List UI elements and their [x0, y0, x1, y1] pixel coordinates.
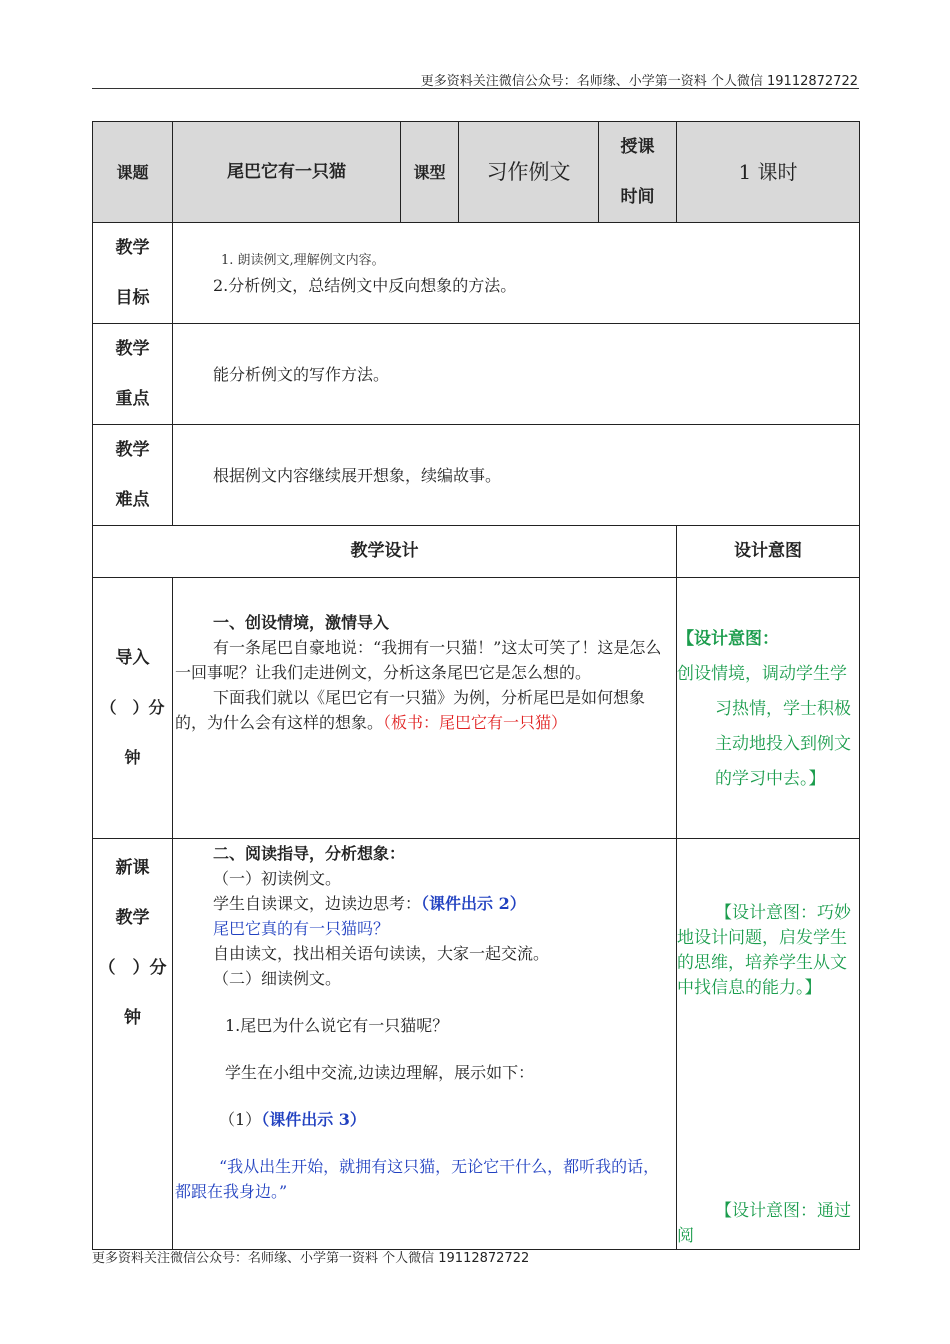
topic-value: 尾巴它有一只猫 [173, 122, 401, 223]
new-lesson-label-line-2: 教学 [115, 908, 150, 928]
new-lesson-line-1 [175, 891, 674, 916]
header-rule [92, 88, 859, 89]
difficulties-content: 根据例文内容继续展开想象，续编故事。 [173, 425, 860, 526]
new-lesson-question-3-main: （1） [219, 1110, 262, 1129]
new-lesson-label-line-1: 新课 [115, 858, 150, 878]
new-lesson-line-2: 尾巴它真的有一只猫吗？ [213, 919, 390, 938]
new-lesson-quote: “我从出生开始，就拥有这只猫，无论它干什么，都听我的话，都跟在我身边。” [175, 1157, 660, 1201]
key-points-label [93, 324, 173, 425]
key-points-label-line-2: 重点 [115, 389, 150, 409]
intro-intent [677, 578, 860, 839]
intro-label-line-2: （ ）分钟 [100, 698, 165, 767]
topic-label: 课题 [93, 122, 173, 223]
new-lesson-content [173, 839, 677, 1250]
goal-line-1: 1. 朗读例文,理解例文内容。 [221, 253, 385, 268]
intro-intent-body: 创设情境，调动学生学习热情，学士积极主动地投入到例文的学习中去。】 [677, 664, 851, 789]
new-lesson-question-2: 学生在小组中交流,边读边理解，展示如下： [225, 1063, 535, 1082]
goals-label-line-2: 目标 [115, 288, 150, 308]
new-lesson-intent-1: 【设计意图：巧妙地设计问题，启发学生的思维，培养学生从文中找信息的能力。】 [677, 903, 851, 998]
key-points-content: 能分析例文的写作方法。 [173, 324, 860, 425]
new-lesson-heading: 二、阅读指导，分析想象： [213, 844, 406, 863]
goals-label-line-1: 教学 [115, 238, 150, 258]
intro-paragraph-2-main: 下面我们就以《尾巴它有一只猫》为例，分析尾巴是如何想象的，为什么会有这样的想象。 [175, 688, 646, 732]
goals-label [93, 223, 173, 324]
intro-label-line-1: 导入 [115, 648, 150, 668]
new-lesson-question-1: 1.尾巴为什么说它有一只猫呢？ [225, 1016, 449, 1035]
intro-label [93, 578, 173, 839]
new-lesson-label [93, 839, 173, 1250]
new-lesson-line-3: 自由读文，找出相关语句读读，大家一起交流。 [213, 944, 550, 963]
difficulties-label [93, 425, 173, 526]
courseware-3: （课件出示 3） [261, 1110, 366, 1129]
page-header-text: 更多资料关注微信公众号：名师缘、小学第一资料 个人微信 19112872722 [420, 74, 858, 89]
time-label-line-2: 时间 [620, 187, 655, 207]
new-lesson-question-3 [175, 1107, 674, 1132]
goal-line-2: 2.分析例文，总结例文中反向想象的方法。 [213, 276, 517, 295]
difficulties-label-line-1: 教学 [115, 440, 150, 460]
new-lesson-sub1: （一）初读例文。 [213, 869, 342, 888]
intro-blackboard-note: （板书：尾巴它有一只猫） [383, 713, 568, 732]
goals-content [173, 223, 860, 324]
type-value: 习作例文 [459, 122, 599, 223]
courseware-2: （课件出示 2） [421, 894, 526, 913]
new-lesson-intent-2: 【设计意图：通过阅 [677, 1201, 851, 1246]
intro-paragraph-2 [175, 685, 674, 735]
key-points-label-line-1: 教学 [115, 339, 150, 359]
intro-intent-title: 【设计意图： [677, 629, 779, 649]
time-label [599, 122, 677, 223]
design-header: 教学设计 [93, 526, 677, 578]
new-lesson-label-line-4: 钟 [124, 1008, 141, 1028]
intro-paragraph-1: 有一条尾巴自豪地说：“我拥有一只猫！”这太可笑了！这是怎么一回事呢？让我们走进例文，分析这条尾巴它是怎么想的。 [175, 638, 662, 682]
new-lesson-sub2: （二）细读例文。 [213, 969, 342, 988]
page-footer-text: 更多资料关注微信公众号：名师缘、小学第一资料 个人微信 19112872722 [92, 1251, 530, 1266]
new-lesson-line-1-main: 学生自读课文，边读边思考： [213, 894, 422, 913]
type-label: 课型 [401, 122, 459, 223]
difficulties-label-line-2: 难点 [115, 490, 150, 510]
new-lesson-intent [677, 839, 860, 1250]
intent-header: 设计意图 [677, 526, 860, 578]
time-label-line-1: 授课 [620, 137, 655, 157]
lesson-plan-table [92, 121, 860, 1250]
time-value: 1 课时 [677, 122, 860, 223]
intro-content [173, 578, 677, 839]
intro-heading: 一、创设情境，激情导入 [213, 613, 390, 632]
new-lesson-label-line-3: （ ）分 [98, 958, 167, 978]
